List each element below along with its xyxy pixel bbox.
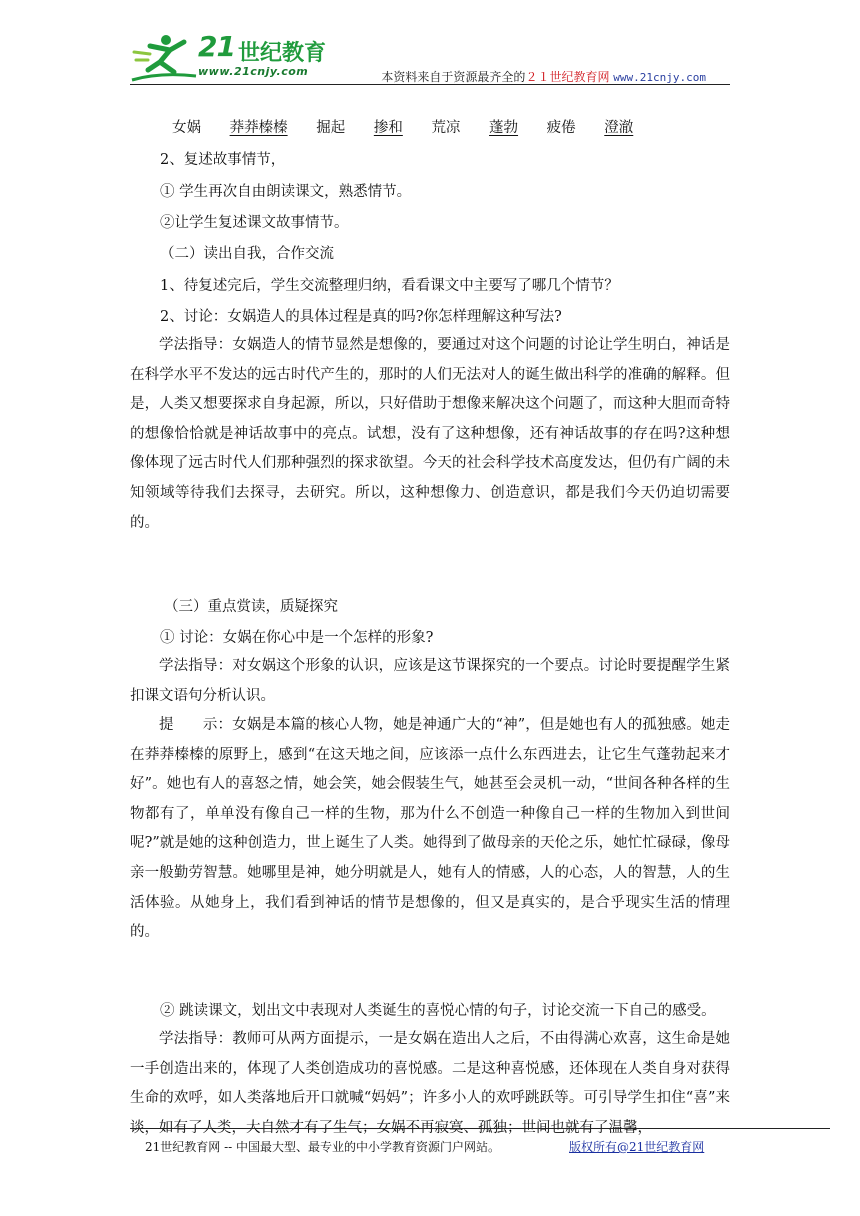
- source-note: [381, 68, 706, 85]
- vocab-word: 疲倦: [546, 120, 576, 136]
- vocab-list: [172, 116, 657, 137]
- running-figure-logo-icon: [130, 32, 200, 84]
- source-highlight: ２１世纪教育网: [525, 70, 610, 84]
- vocab-word: 女娲: [172, 120, 201, 136]
- footer-text: 21世纪教育网 -- 中国最大型、最专业的中小学教育资源门户网站。: [145, 1140, 501, 1154]
- hint-paragraph: 提 示：女娲是本篇的核心人物，她是神通广大的“神”，但是她也有人的孤独感。她走在莽莽榛榛的原野上，感到“在这天地之间，应该添一点什么东西进去，让它生气蓬勃起来才好”。她也有人的喜怒之情，她会笑，她会假装生气，她甚至会灵机一动，“世间各种各样的生物都有了，单单没有像自己一样的生物，那为什么不创造一种像自己一样的生物加入到世间呢?”就是她的这种创造力，世上诞生了人类。她得到了做母亲的天伦之乐，她忙忙碌碌，像母亲一般勤劳智慧。她哪里是神，她分明就是人，她有人的情感，人的心态，人的智慧，人的生活体验。从她身上，我们看到神话的情节是想像的，但又是真实的，是合乎现实生活的情理的。: [130, 717, 730, 941]
- guidance-paragraph: 学法指导：教师可从两方面提示，一是女娲在造出人之后，不由得满心欢喜，这生命是她一手创造出来的，体现了人类创造成功的喜悦感。二是这种喜悦感，还体现在人类自身对获得生命的欢呼，如人类落地后开口就喊“妈妈”；许多小人的欢呼跳跃等。可引导学生扣住“喜”来谈，如有了人类，大自然才有了生气；女娲不再寂寞、孤独；世间也就有了温馨，: [130, 1031, 730, 1136]
- section-heading: （二）读出自我，合作交流: [160, 246, 334, 262]
- vocab-word: 荒凉: [431, 120, 461, 136]
- source-url-link[interactable]: www.21cnjy.com: [613, 71, 706, 84]
- header-divider: [130, 84, 730, 85]
- page-header: [130, 28, 730, 86]
- copyright-link[interactable]: 版权所有@21世纪教育网: [569, 1140, 705, 1154]
- section-heading: （三）重点赏读，质疑探究: [164, 599, 338, 615]
- site-logo: [130, 28, 340, 84]
- vocab-word: 掺和: [373, 120, 403, 136]
- text-line: 2、复述故事情节，: [160, 152, 286, 168]
- page-footer: [145, 1138, 705, 1155]
- logo-number: 21: [198, 30, 235, 63]
- text-line: 1、待复述完后，学生交流整理归纳，看看课文中主要写了哪几个情节？: [160, 278, 619, 294]
- guidance-paragraph: 学法指导：女娲造人的情节显然是想像的，要通过对这个问题的讨论让学生明白，神话是在科学水平不发达的远古时代产生的，那时的人们无法对人的诞生做出科学的准确的解释。但是，人类又想要探求自身起源，所以，只好借助于想像来解决这个问题了，而这种大胆而奇特的想像恰恰就是神话故事中的亮点。试想，没有了这种想像，还有神话故事的存在吗?这种想像体现了远古时代人们那种强烈的探求欲望。今天的社会科学技术高度发达，但仍有广阔的未知领域等待我们去探寻，去研究。所以，这种想像力、创造意识，都是我们今天仍迫切需要的。: [130, 337, 730, 531]
- text-line: ① 学生再次自由朗读课文，熟悉情节。: [160, 184, 412, 200]
- guidance-paragraph: 学法指导：对女娲这个形象的认识，应该是这节课探究的一个要点。讨论时要提醒学生紧扣课文语句分析认识。: [130, 658, 730, 704]
- text-line: ② 跳读课文，划出文中表现对人类诞生的喜悦心情的句子，讨论交流一下自己的感受。: [160, 1003, 716, 1019]
- text-line: ②让学生复述课文故事情节。: [160, 215, 349, 231]
- logo-text: 世纪教育: [238, 41, 327, 66]
- source-prefix: 本资料来自于资源最齐全的: [381, 70, 526, 84]
- text-line: ① 讨论：女娲在你心中是一个怎样的形象?: [160, 630, 434, 646]
- vocab-word: 澄澈: [604, 120, 634, 136]
- logo-url: www.21cnjy.com: [198, 65, 309, 78]
- vocab-word: 掘起: [316, 120, 346, 136]
- vocab-word: 蓬勃: [489, 120, 519, 136]
- vocab-word: 莽莽榛榛: [229, 120, 288, 136]
- text-line: 2、讨论：女娲造人的具体过程是真的吗?你怎样理解这种写法?: [160, 309, 562, 325]
- footer-divider: [130, 1128, 830, 1129]
